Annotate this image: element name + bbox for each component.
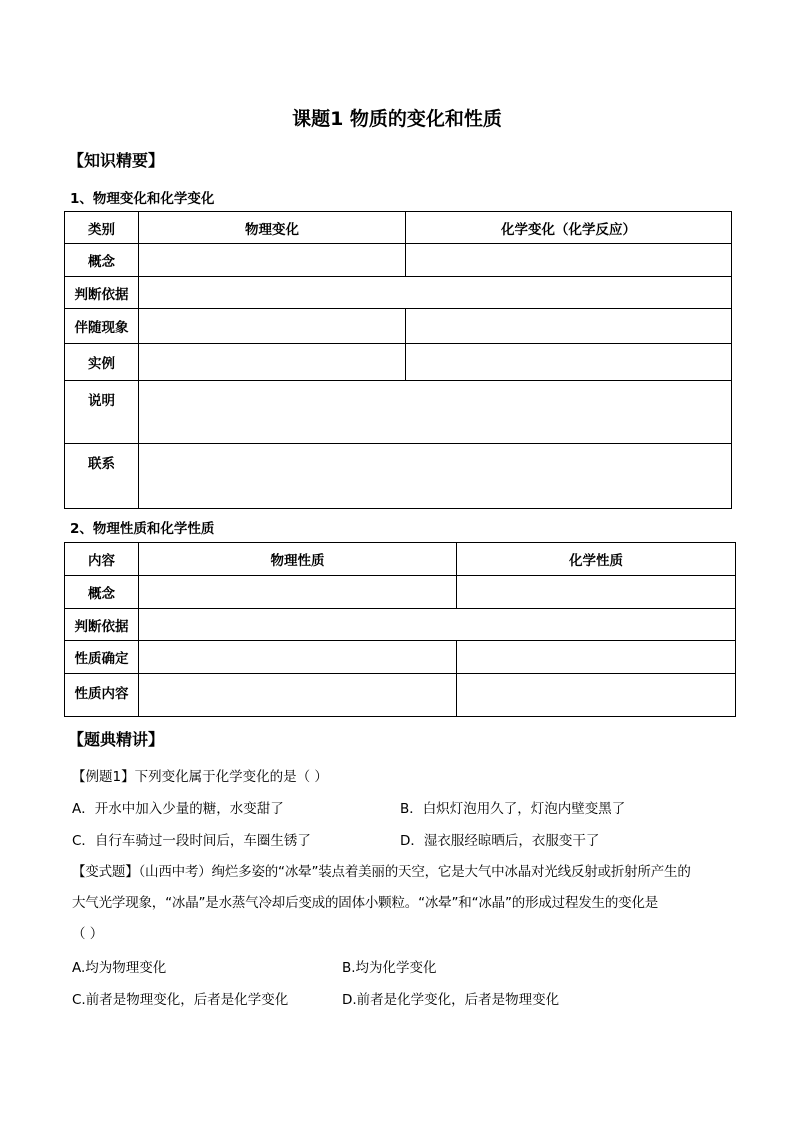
example-option-c: C．自行车骑过一段时间后，车圈生锈了 bbox=[72, 833, 311, 849]
header-physical-change: 物理变化 bbox=[139, 212, 406, 244]
row-label-criteria: 判断依据 bbox=[65, 609, 139, 641]
table-row bbox=[65, 309, 732, 344]
table-header-row bbox=[65, 543, 736, 576]
table-row bbox=[65, 381, 732, 444]
blank-cell bbox=[139, 309, 406, 344]
row-label-property-content: 性质内容 bbox=[65, 674, 139, 717]
blank-cell bbox=[139, 609, 736, 641]
header-chemical-property: 化学性质 bbox=[457, 543, 736, 576]
variant-option-a: A.均为物理变化 bbox=[72, 960, 167, 976]
blank-cell bbox=[139, 277, 732, 309]
table-row bbox=[65, 244, 732, 277]
table-row bbox=[65, 641, 736, 674]
variant-option-d: D.前者是化学变化，后者是物理变化 bbox=[342, 992, 560, 1008]
variant-option-c: C.前者是物理变化，后者是化学变化 bbox=[72, 992, 289, 1008]
blank-cell bbox=[139, 444, 732, 509]
row-label-determination: 性质确定 bbox=[65, 641, 139, 674]
blank-cell bbox=[406, 244, 732, 277]
example-option-b: B．白炽灯泡用久了，灯泡内壁变黑了 bbox=[400, 801, 626, 817]
example-option-a: A．开水中加入少量的糖，水变甜了 bbox=[72, 801, 284, 817]
table-row bbox=[65, 609, 736, 641]
blank-cell bbox=[139, 381, 732, 444]
blank-cell bbox=[139, 641, 457, 674]
table-header-row bbox=[65, 212, 732, 244]
subheading-properties: 2、物理性质和化学性质 bbox=[70, 521, 215, 537]
properties-table bbox=[64, 542, 736, 717]
variant-question-line-1: 【变式题】（山西中考）绚烂多姿的“冰晕”装点着美丽的天空，它是大气中冰晶对光线反射或折射所产生的 bbox=[72, 864, 691, 880]
row-label-examples: 实例 bbox=[65, 344, 139, 381]
variant-question-line-3: （ ） bbox=[72, 926, 104, 942]
blank-cell bbox=[139, 576, 457, 609]
table-row bbox=[65, 576, 736, 609]
table-row bbox=[65, 344, 732, 381]
example-question: 【例题1】下列变化属于化学变化的是（ ） bbox=[72, 769, 328, 785]
row-label-phenomena: 伴随现象 bbox=[65, 309, 139, 344]
table-row bbox=[65, 674, 736, 717]
variant-option-b: B.均为化学变化 bbox=[342, 960, 437, 976]
table-row bbox=[65, 277, 732, 309]
blank-cell bbox=[139, 344, 406, 381]
section-heading-examples: 【题典精讲】 bbox=[68, 730, 165, 749]
blank-cell bbox=[457, 674, 736, 717]
subheading-changes: 1、物理变化和化学变化 bbox=[70, 191, 215, 207]
blank-cell bbox=[406, 309, 732, 344]
header-category: 类别 bbox=[65, 212, 139, 244]
row-label-notes: 说明 bbox=[65, 381, 139, 444]
header-content: 内容 bbox=[65, 543, 139, 576]
header-chemical-change: 化学变化（化学反应） bbox=[406, 212, 732, 244]
blank-cell bbox=[457, 576, 736, 609]
blank-cell bbox=[457, 641, 736, 674]
row-label-relation: 联系 bbox=[65, 444, 139, 509]
changes-table bbox=[64, 211, 732, 509]
example-option-d: D．湿衣服经晾晒后，衣服变干了 bbox=[400, 833, 600, 849]
row-label-concept: 概念 bbox=[65, 576, 139, 609]
blank-cell bbox=[139, 674, 457, 717]
row-label-criteria: 判断依据 bbox=[65, 277, 139, 309]
page-title: 课题1 物质的变化和性质 bbox=[292, 108, 502, 130]
row-label-concept: 概念 bbox=[65, 244, 139, 277]
variant-question-line-2: 大气光学现象，“冰晶”是水蒸气冷却后变成的固体小颗粒。“冰晕”和“冰晶”的形成过程发生的变化是 bbox=[72, 895, 659, 911]
header-physical-property: 物理性质 bbox=[139, 543, 457, 576]
table-row bbox=[65, 444, 732, 509]
blank-cell bbox=[139, 244, 406, 277]
blank-cell bbox=[406, 344, 732, 381]
section-heading-knowledge: 【知识精要】 bbox=[68, 151, 165, 170]
